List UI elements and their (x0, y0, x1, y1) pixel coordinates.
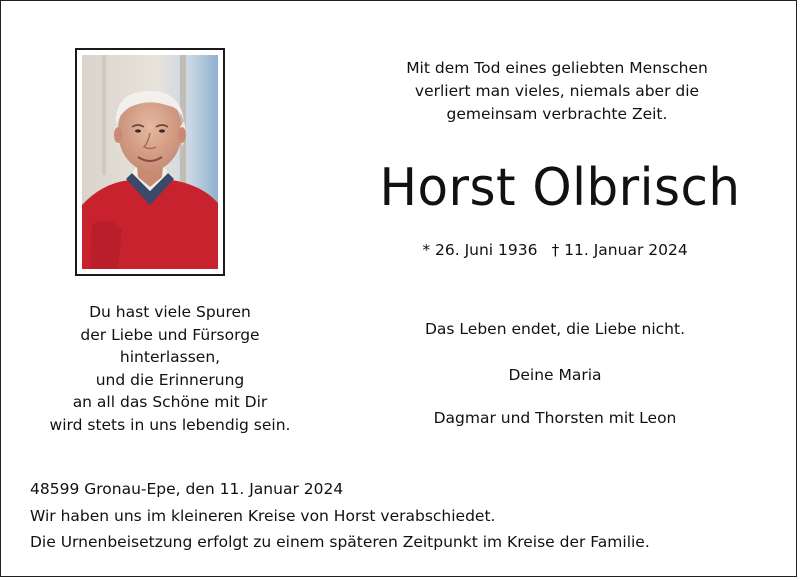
portrait-photo (82, 55, 218, 269)
poem-line: und die Erinnerung (95, 370, 245, 389)
farewell-line: Wir haben uns im kleineren Kreise von Horst verabschiedet. (30, 506, 496, 525)
life-dates (370, 241, 740, 259)
deceased-name: Horst Olbrisch (379, 158, 741, 218)
mourner-line: Dagmar und Thorsten mit Leon (433, 409, 677, 427)
quote-line: Mit dem Tod eines geliebten Menschen (406, 59, 708, 77)
quote-line: gemeinsam verbrachte Zeit. (446, 105, 668, 123)
memorial-quote (372, 57, 742, 126)
poem-line: der Liebe und Fürsorge (80, 325, 260, 344)
burial-line: Die Urnenbeisetzung erfolgt zu einem späteren Zeitpunkt im Kreise der Familie. (30, 533, 650, 551)
place-date-line: 48599 Gronau-Epe, den 11. Januar 2024 (30, 480, 344, 498)
death-date: † 11. Januar 2024 (551, 241, 688, 259)
poem-line: an all das Schöne mit Dir (72, 393, 268, 412)
mourner-line: Deine Maria (508, 366, 602, 384)
poem-line: Du hast viele Spuren (89, 303, 251, 321)
memorial-poem (20, 301, 320, 437)
announcement-footer (30, 476, 770, 556)
poem-line: hinterlassen, (119, 348, 221, 367)
poem-line: wird stets in uns lebendig sein. (49, 415, 291, 434)
portrait-frame (75, 48, 225, 276)
motto-line: Das Leben endet, die Liebe nicht. (425, 320, 685, 338)
quote-line: verliert man vieles, niemals aber die (414, 82, 700, 100)
birth-date: * 26. Juni 1936 (422, 241, 538, 259)
